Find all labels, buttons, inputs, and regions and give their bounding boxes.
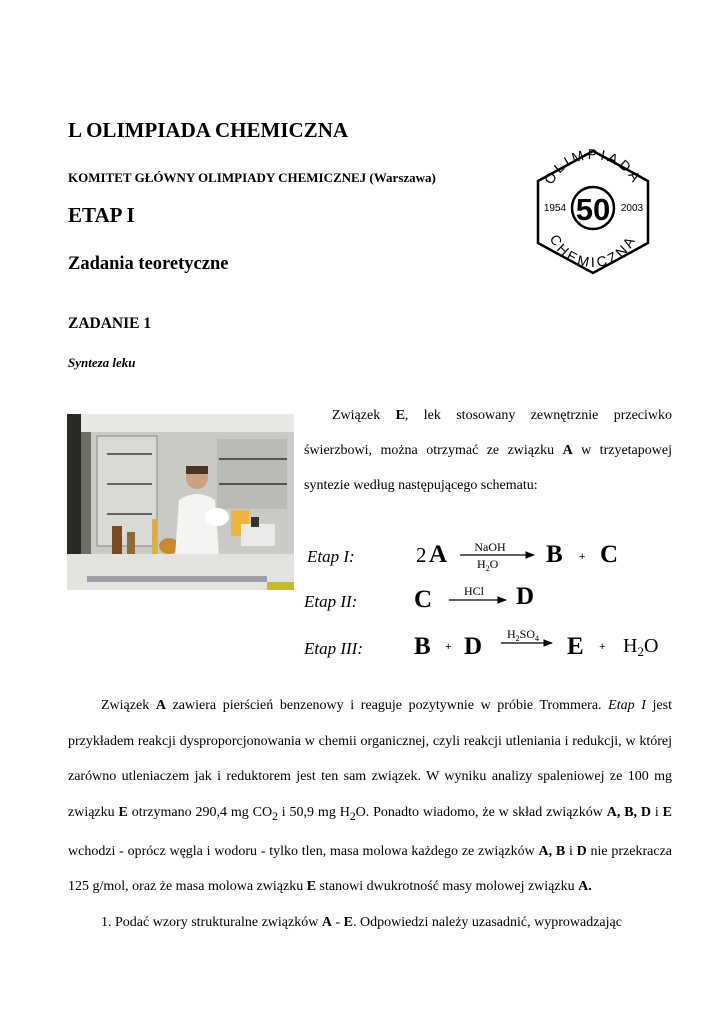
reaction-scheme: [300, 530, 700, 670]
lab-photo: [67, 414, 294, 590]
stage3-arrow-reagent: $H_2SO_4$: [507, 627, 540, 643]
stage1-label: Etap I:: [307, 547, 355, 566]
stage3-reactant-B: B: [414, 633, 431, 660]
logo-top-text: OLIMPIADA: [540, 148, 646, 187]
stage1-coefficient: 2: [416, 543, 427, 567]
logo-year-right: 2003: [620, 203, 644, 214]
stage-heading: ETAP I: [68, 203, 135, 227]
logo-year-left: 1954: [543, 203, 567, 214]
stage1-arrow-solvent: $H_2O$: [477, 557, 499, 573]
body-paragraph-1: Związek A zawiera pierścień benzenowy i reaguje pozytywnie w próbie Trommera. Etap I jest przykładem reakcji dysproporcjonowania w chemii organicznej, czyli reakcji utleniania i redukcji, w której zarówno utleniaczem jak i reduktorem jest ten sam związek. W wyniku analizy spaleniowej ze 100 mg związku E otrzymano 290,4 mg $CO_2$ i 50,9 mg $H_2O$. Ponadto wiadomo, że w skład związków A, B, D i E wchodzi - oprócz węgla i wodoru - tylko tlen, masa molowa każdego ze związków A, B i D nie przekracza 125 g/mol, oraz że masa molowa związku E stanowi dwukrotność masy molowej związku A.: [68, 698, 673, 895]
logo-number: 50: [575, 192, 611, 227]
stage1-product-B: B: [546, 541, 563, 568]
logo-bottom-text: CHEMICZNA: [546, 231, 640, 271]
task-body: [68, 688, 672, 940]
section-subtitle: Zadania teoretyczne: [68, 254, 229, 274]
stage3-label: Etap III:: [304, 639, 364, 658]
stage2-reactant-C: C: [414, 586, 433, 613]
committee-name: KOMITET GŁÓWNY OLIMPIADY CHEMICZNEJ (Warszawa): [68, 170, 436, 185]
stage3-product-E: E: [567, 633, 584, 660]
stage3-plus-1: +: [445, 641, 452, 653]
stage1-product-C: C: [600, 541, 619, 568]
stage3-product-water: $H_2O$: [623, 635, 659, 659]
olympiad-logo: [535, 148, 651, 276]
stage3-reactant-D: D: [464, 633, 483, 660]
task-heading: ZADANIE 1: [68, 315, 152, 332]
stage1-arrow-reagent: NaOH: [474, 540, 506, 554]
stage2-product-D: D: [516, 583, 535, 610]
intro-paragraph: Związek E, lek stosowany zewnętrznie przeciwko świerzbowi, można otrzymać ze związku A w trzyetapowej syntezie według następującego schematu:: [304, 408, 672, 493]
body-paragraph-2: 1. Podać wzory strukturalne związków A - E. Odpowiedzi należy uzasadnić, wyprowadzając: [101, 914, 622, 930]
stage1-reactant-A: A: [429, 541, 448, 568]
stage3-plus-2: +: [599, 641, 606, 653]
stage2-label: Etap II:: [304, 592, 358, 611]
task-subheading: Synteza leku: [68, 355, 136, 370]
stage1-plus: +: [579, 551, 586, 563]
document-title: L OLIMPIADA CHEMICZNA: [68, 118, 349, 142]
stage2-arrow-reagent: HCl: [463, 584, 485, 598]
